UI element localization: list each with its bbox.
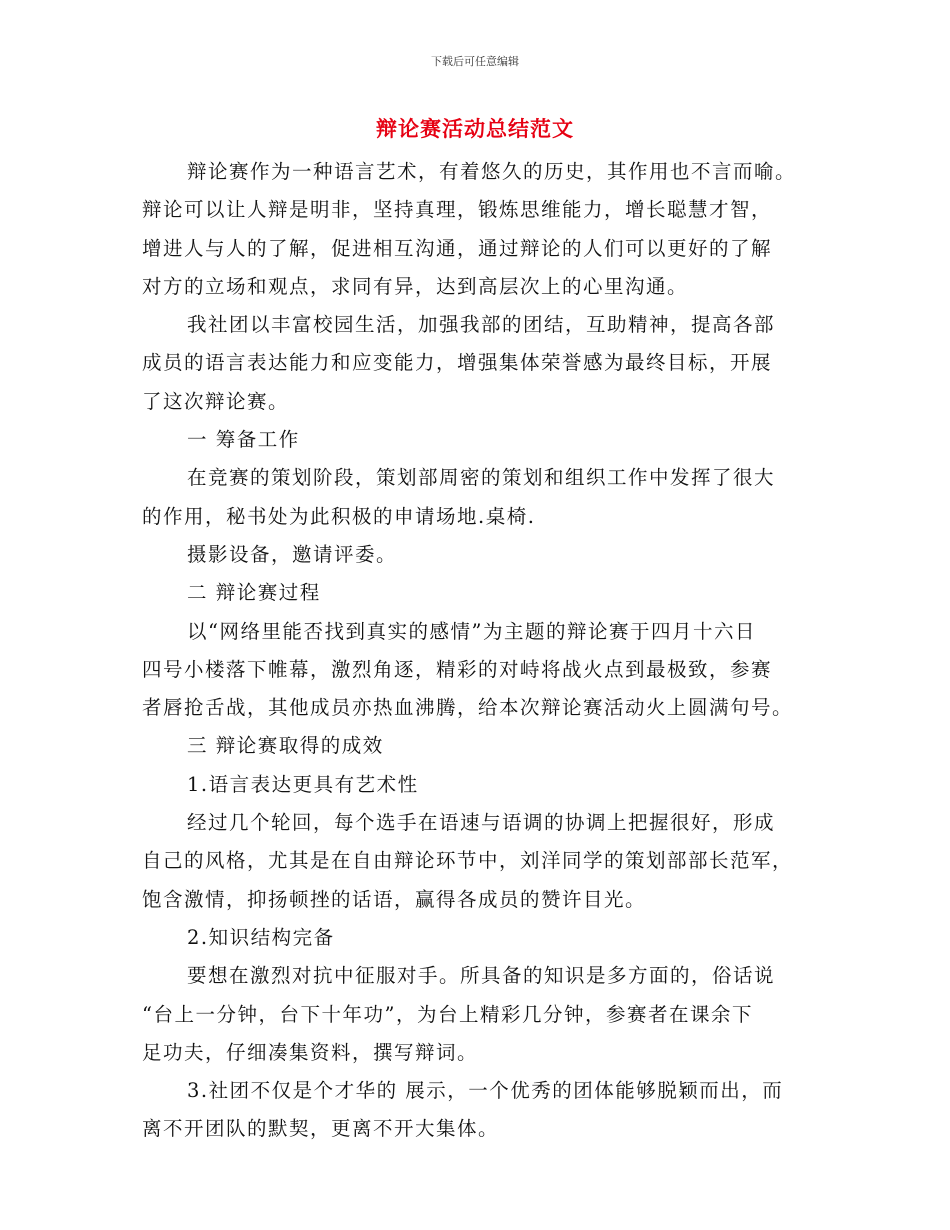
- body-line: 足功夫，仔细凑集资料，撰写辩词。: [142, 1040, 479, 1064]
- body-line: 我社团以丰富校园生活，加强我部的团结，互助精神，提高各部: [187, 313, 776, 337]
- body-line: 离不开团队的默契，更离不开大集体。: [142, 1117, 500, 1141]
- body-line: 对方的立场和观点，求同有异，达到高层次上的心里沟通。: [142, 274, 689, 298]
- body-line: 摄影设备，邀请评委。: [187, 542, 398, 566]
- body-line: 的作用，秘书处为此积极的申请场地.桌椅.: [142, 504, 536, 528]
- body-line: 一 筹备工作: [187, 428, 300, 452]
- body-line: 3.社团不仅是个才华的 展示，一个优秀的团体能够脱颖而出，而: [187, 1079, 784, 1103]
- document-body: [142, 153, 814, 1149]
- body-line: 辩论可以让人辩是明非，坚持真理，锻炼思维能力，增长聪慧才智，: [142, 198, 773, 222]
- body-line: 成员的语言表达能力和应变能力，增强集体荣誉感为最终目标，开展: [142, 351, 773, 375]
- body-line: 三 辩论赛取得的成效: [187, 734, 384, 758]
- document-title: 辩论赛活动总结范文: [376, 116, 574, 141]
- body-line: 2.知识结构完备: [187, 925, 335, 949]
- body-line: 增进人与人的了解，促进相互沟通，通过辩论的人们可以更好的了解: [142, 236, 773, 260]
- body-line: 了这次辩论赛。: [142, 389, 290, 413]
- body-line: 1.语言表达更具有艺术性: [187, 772, 419, 796]
- body-line: 者唇抢舌战，其他成员亦热血沸腾，给本次辩论赛活动火上圆满句号。: [142, 696, 794, 720]
- body-line: 在竞赛的策划阶段，策划部周密的策划和组织工作中发挥了很大: [187, 466, 776, 490]
- body-line: 辩论赛作为一种语言艺术，有着悠久的历史，其作用也不言而喻。: [187, 160, 797, 183]
- body-line: 以“网络里能否找到真实的感情”为主题的辩论赛于四月十六日: [187, 619, 756, 643]
- body-line: “台上一分钟，台下十年功”，为台上精彩几分钟，参赛者在课余下: [142, 1002, 753, 1026]
- body-line: 自己的风格，尤其是在自由辩论环节中，刘洋同学的策划部部长范军，: [142, 849, 794, 873]
- body-line: 经过几个轮回，每个选手在语速与语调的协调上把握很好，形成: [187, 811, 776, 835]
- body-line: 四号小楼落下帷幕，激烈角逐，精彩的对峙将战火点到最极致，参赛: [142, 657, 773, 681]
- body-line: 要想在激烈对抗中征服对手。所具备的知识是多方面的，俗话说: [187, 964, 776, 988]
- body-line: 饱含激情，抑扬顿挫的话语，赢得各成员的赞许目光。: [142, 887, 647, 911]
- page-header-note: 下载后可任意编辑: [431, 55, 519, 68]
- body-line: 二 辩论赛过程: [187, 581, 321, 605]
